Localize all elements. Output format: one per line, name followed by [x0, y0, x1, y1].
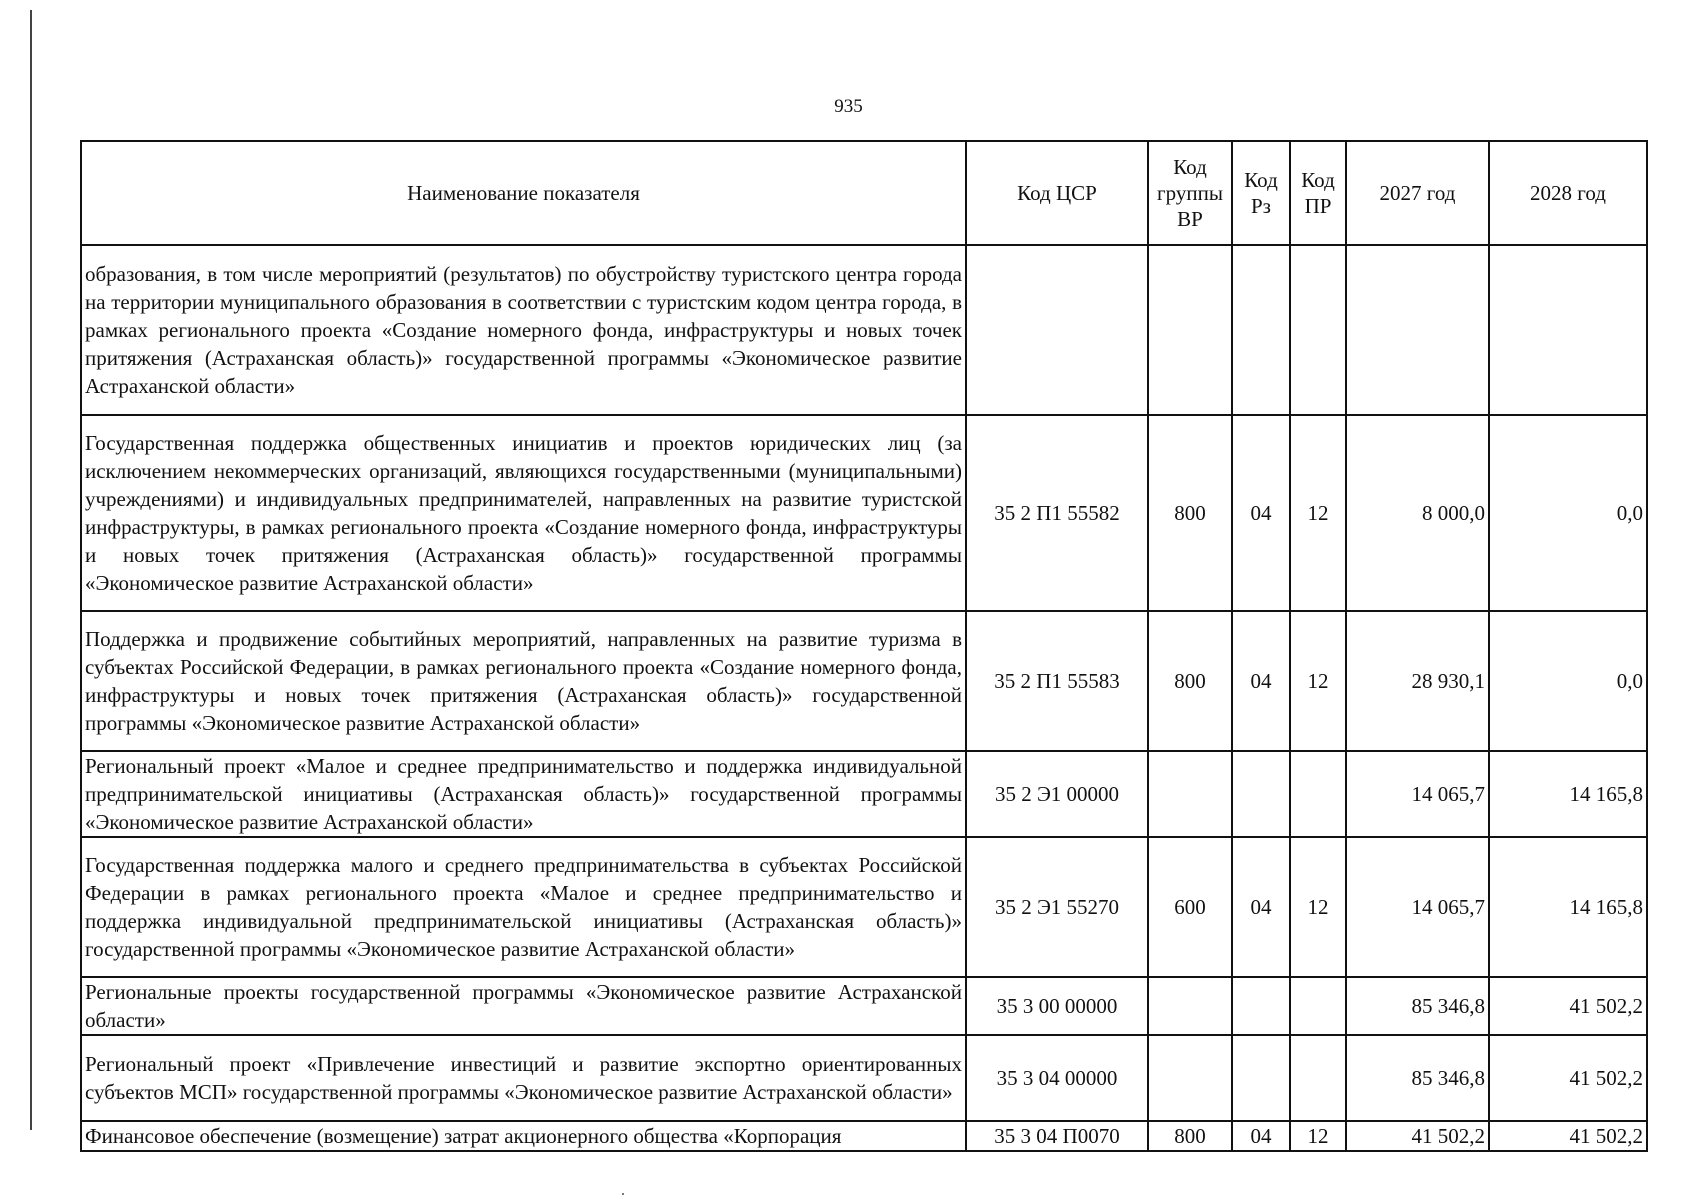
table-row [81, 837, 1647, 977]
row-2028: 41 502,2 [1489, 1035, 1647, 1121]
row-pr: 12 [1290, 1121, 1346, 1151]
row-vr: 800 [1148, 415, 1232, 611]
row-2028: 41 502,2 [1489, 1121, 1647, 1151]
row-2027: 41 502,2 [1346, 1121, 1489, 1151]
table-row [81, 415, 1647, 611]
row-rz [1232, 751, 1290, 837]
row-rz [1232, 245, 1290, 415]
row-vr: 600 [1148, 837, 1232, 977]
row-csr: 35 3 00 00000 [966, 977, 1148, 1035]
row-name: Региональные проекты государственной программы «Экономическое развитие Астраханской области» [81, 977, 966, 1035]
row-rz: 04 [1232, 837, 1290, 977]
row-vr: 800 [1148, 1121, 1232, 1151]
row-2028: 0,0 [1489, 415, 1647, 611]
row-2027: 14 065,7 [1346, 837, 1489, 977]
row-2027 [1346, 245, 1489, 415]
table-row [81, 245, 1647, 415]
page-number: 935 [834, 96, 863, 117]
row-pr [1290, 977, 1346, 1035]
row-csr: 35 2 П1 55583 [966, 611, 1148, 751]
row-csr: 35 2 Э1 00000 [966, 751, 1148, 837]
row-name: Государственная поддержка общественных инициатив и проектов юридических лиц (за исключением некоммерческих организаций, являющихся государственными (муниципальными) учреждениями) и индивидуальных предпринимателей, направленных на развитие туристской инфраструктуры, в рамках регионального проекта «Создание номерного фонда, инфраструктуры и новых точек притяжения (Астраханская область)» государственной программы «Экономическое развитие Астраханской области» [81, 415, 966, 611]
row-pr: 12 [1290, 837, 1346, 977]
row-rz: 04 [1232, 611, 1290, 751]
row-csr: 35 2 Э1 55270 [966, 837, 1148, 977]
row-name: Финансовое обеспечение (возмещение) затрат акционерного общества «Корпорация [81, 1121, 966, 1151]
row-name: Государственная поддержка малого и среднего предпринимательства в субъектах Российской Федерации в рамках регионального проекта «Малое и среднее предпринимательство и поддержка индивидуальной предпринимательской инициативы (Астраханская область)» государственной программы «Экономическое развитие Астраханской области» [81, 837, 966, 977]
table-row [81, 751, 1647, 837]
header-rz: Код Рз [1232, 141, 1290, 245]
row-vr [1148, 977, 1232, 1035]
budget-table [80, 140, 1648, 1152]
row-2027: 8 000,0 [1346, 415, 1489, 611]
row-pr: 12 [1290, 415, 1346, 611]
row-2027: 85 346,8 [1346, 977, 1489, 1035]
table-row [81, 977, 1647, 1035]
row-2028 [1489, 245, 1647, 415]
row-csr [966, 245, 1148, 415]
row-pr [1290, 1035, 1346, 1121]
row-rz: 04 [1232, 415, 1290, 611]
row-vr [1148, 751, 1232, 837]
header-2028: 2028 год [1489, 141, 1647, 245]
row-rz: 04 [1232, 1121, 1290, 1151]
row-2027: 28 930,1 [1346, 611, 1489, 751]
row-name: Региональный проект «Привлечение инвестиций и развитие экспортно ориентированных субъектов МСП» государственной программы «Экономическое развитие Астраханской области» [81, 1035, 966, 1121]
row-pr: 12 [1290, 611, 1346, 751]
table-row [81, 611, 1647, 751]
row-2028: 0,0 [1489, 611, 1647, 751]
row-2027: 14 065,7 [1346, 751, 1489, 837]
row-name: Поддержка и продвижение событийных мероприятий, направленных на развитие туризма в субъектах Российской Федерации, в рамках регионального проекта «Создание номерного фонда, инфраструктуры и новых точек притяжения (Астраханская область)» государственной программы «Экономическое развитие Астраханской области» [81, 611, 966, 751]
header-name: Наименование показателя [81, 141, 966, 245]
table-row [81, 1035, 1647, 1121]
row-vr [1148, 245, 1232, 415]
row-name: образования, в том числе мероприятий (результатов) по обустройству туристского центра города на территории муниципального образования в соответствии с туристским кодом центра города, в рамках регионального проекта «Создание номерного фонда, инфраструктуры и новых точек притяжения (Астраханская область)» государственной программы «Экономическое развитие Астраханской области» [81, 245, 966, 415]
row-2028: 41 502,2 [1489, 977, 1647, 1035]
row-vr [1148, 1035, 1232, 1121]
row-csr: 35 3 04 00000 [966, 1035, 1148, 1121]
row-vr: 800 [1148, 611, 1232, 751]
row-csr: 35 3 04 П0070 [966, 1121, 1148, 1151]
row-rz [1232, 1035, 1290, 1121]
header-vr: Код группы ВР [1148, 141, 1232, 245]
row-name: Региональный проект «Малое и среднее предпринимательство и поддержка индивидуальной предпринимательской инициативы (Астраханская область)» государственной программы «Экономическое развитие Астраханской области» [81, 751, 966, 837]
binding-margin-line [30, 10, 32, 1130]
row-pr [1290, 245, 1346, 415]
header-row [81, 141, 1647, 245]
table-row [81, 1121, 1647, 1151]
row-csr: 35 2 П1 55582 [966, 415, 1148, 611]
row-2027: 85 346,8 [1346, 1035, 1489, 1121]
row-pr [1290, 751, 1346, 837]
header-pr: Код ПР [1290, 141, 1346, 245]
row-2028: 14 165,8 [1489, 751, 1647, 837]
row-2028: 14 165,8 [1489, 837, 1647, 977]
row-rz [1232, 977, 1290, 1035]
header-csr: Код ЦСР [966, 141, 1148, 245]
header-2027: 2027 год [1346, 141, 1489, 245]
scan-speck [622, 1193, 624, 1195]
